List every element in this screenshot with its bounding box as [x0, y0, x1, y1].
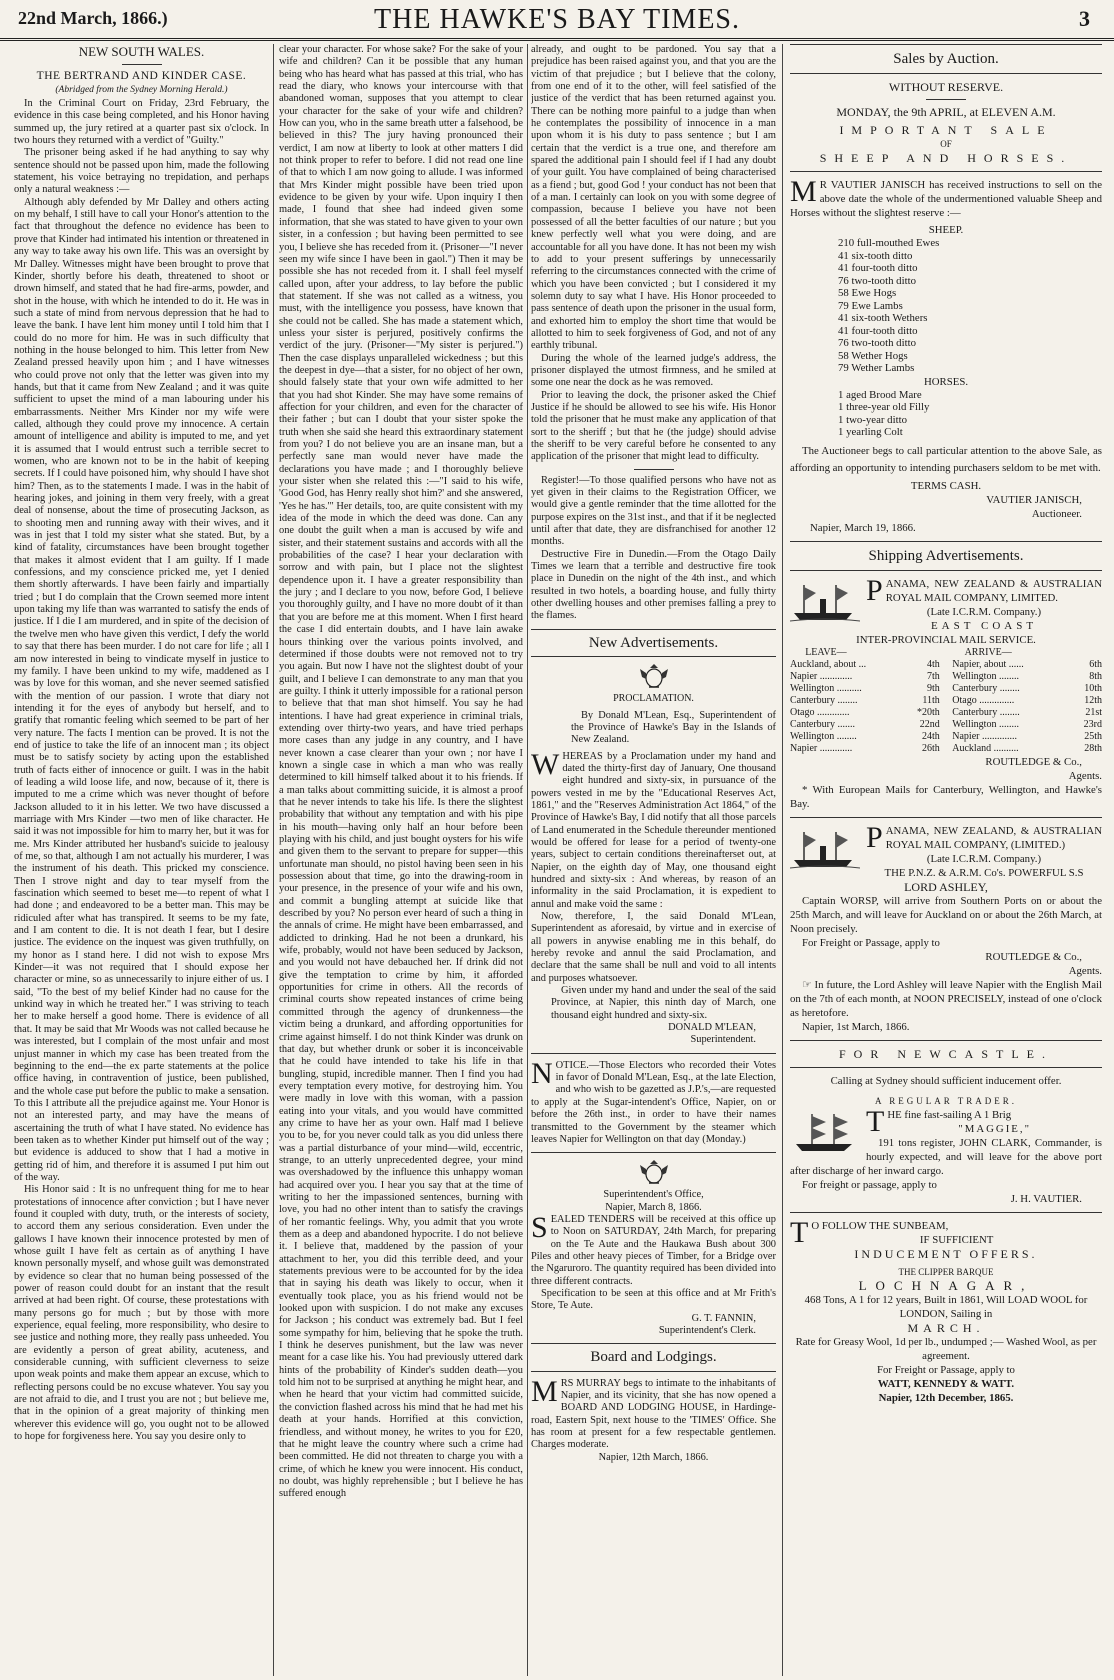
list-item: 1 aged Brood Mare [838, 388, 922, 401]
article-source: (Abridged from the Sydney Morning Herald.) [55, 84, 228, 95]
napier-december: Napier, 12th December, 1865. [878, 1391, 1014, 1404]
routledge-agent: ROUTLEDGE & Co., [985, 950, 1082, 963]
late-icrm: (Late I.C.R.M. Company.) [926, 852, 1042, 865]
list-item: 76 two-tooth ditto [838, 337, 916, 349]
board-date: Napier, 12th March, 1866. [598, 1451, 709, 1463]
new-advertisements-title: New Advertisements. [588, 634, 719, 651]
table-row [952, 707, 1102, 719]
lord-ashley-future [790, 978, 1102, 1020]
timetable-leave [790, 647, 940, 755]
tenders-role: Superintendent's Clerk. [658, 1324, 756, 1336]
article-paragraph: already, and ought to be pardoned. You say that a prejudice has been raised against you, and that you are the victim of that prejudice ; but I believe that the colony, from one end of it to the other, will feel satisfied of the justice of the verdict that has been returned against you. There can be nothing more painful to a judge than when he contemplates the possibility of innocence in a man upon whom it is his duty to pass sentence ; but I am certain that the verdict is a true one, and therefore am spared the additional pain I should feel if I had any doubt of your guilt. You have complained of being characterised as a fiend ; but, good God ! your conduct has not been that of a man. I certainly can look on you with some degree of compassion, because I believe you have not been possessed of all the better faculties of our nature ; but you knew perfectly well what you were doing, and are accountable for all you have done. It has not been my wish to add to your present sufferings by unnecessarily referring to the circumstances connected with the crime of which you have been convicted ; but I considered it my solemn duty to say what I have. His Honor proceeded to pass sentence of death upon the prisoner in the usual form, and exhorted him to employ the short time that would be allotted to him to seek forgiveness of God, and not of any earthly tribunal. [531, 44, 776, 352]
new-advertisements-header [531, 629, 776, 657]
divider [790, 1040, 1102, 1041]
divider [531, 1152, 776, 1153]
day: 8th [1089, 670, 1102, 682]
table-row [790, 671, 940, 683]
leave-header: LEAVE— [805, 646, 847, 658]
port: Auckland, about ... [790, 658, 867, 670]
column-rule [273, 44, 274, 1676]
inducement-offers: INDUCEMENT OFFERS. [854, 1246, 1038, 1261]
list-item: 41 four-tooth ditto [838, 324, 918, 337]
list-item: 79 Ewe Lambs [838, 299, 903, 312]
port: Auckland .......... [952, 742, 1019, 754]
lord-ashley-body: Captain WORSP, will arrive from Southern Ports on or about the 25th March, and will leave for Auckland on or about the 26th March, at Noon precisely. [790, 894, 1102, 935]
drop-cap: W [531, 747, 560, 781]
napier-date: Napier, 1st March, 1866. [802, 1020, 910, 1033]
clipper-barque: THE CLIPPER BARQUE [898, 1266, 994, 1277]
proclamation-given: Given under my hand and under the seal of the said Province, at Napier, this ninth day of March, one thousand eight hundred and sixty-six. [551, 985, 776, 1021]
port: Napier ............. [790, 670, 853, 682]
table-row [790, 707, 940, 719]
maggie-intro-text: HE fine fast-sailing A 1 Brig [887, 1108, 1012, 1121]
column-1 [14, 44, 269, 1674]
east-coast: EAST COAST [930, 619, 1038, 632]
drop-cap: T [790, 1215, 809, 1249]
masthead [0, 0, 1114, 41]
article-paragraph: clear your character. For whose sake? For the sake of your wife and children? Can it be possible that any human being who has heard what has passed at this trial, who has read the diary, who knows your intercourse with that abandoned woman, supposes that you attempt to clear your character for the sake of your wife and children? How can you, who in the same breath utter a falsehood, be believed in this? The jury having pronounced their verdict, I am now at liberty to look at other matters I did not think proper to refer to before. I did not read one line of that to which I am now going to allude. I was informed that Mrs Kinder might possible have been tried upon evidence to be given by your wife. Upon inquiry I then made, I found that shee had indeed given some information, that she was stated to have given to your own sister, in a confession ; but having been permitted to see you, I believe she has receded from it. (Prisoner—"I never seen my wife since I have been in gaol.") Then it may be possible she has not receded from it. I shall feel myself called upon, after your address, to lay before the public that statement. If she was not called as a witness, you must, with the intelligence you possess, have known that she could not be called. She has made a statement which, unless your sister is perjured, positively confirms the verdict of the jury. (Prisoner—"My sister is perjured.") Then the case displays unparalleled wickedness ; but this the deepest in dye—that a sister, for no object of her own, should falsely state that your own wife admitted to her that you had shot Kinder. She may have some remains of affection for your children, and even for the character of their father ; but can I doubt that your sister spoke the truth when she said she heard this extraordinary statement from you? I do not believe you are an insane man, but a perfectly sane man would never have made the declarations you have made ; and I thoroughly believe your sister when she related this :—"I said to his wife, 'Good God, has Henry really shot him?' and she answered, 'Yes he has.'" Her details, too, are quite consistent with my idea of the mode in which the deed was done. Can any one doubt the guilt when a man is accused by wife and sister, and their statement sustains and accords with all the probabilities of the case? I hear your declaration with sorrow and with pain, but I place not the slightest dependence upon it. I have a greater responsibility than the jury ; and I declare to you now, before God, I believe you thoroughly guilty, and I have no more doubt of it than that you are before me at this moment. When I first heard the case I did entertain doubts, and I have lain awake hours thinking over the various points involved, and determined if those doubts were not removed not to try you again. But now I have not the slightest doubt of your guilt, and I believe I can demonstrate to any man that you are guilty. I think it utterly impossible for a rational person to believe that that man shot himself. You say he had intentions. I have had great experience in criminal trials, extending over thirty-two years, and have tried perhaps more cases than any judge in any country, and I have never known a case clearer than your own ; nor have I known a single case in which a man who was really determined to kill himself talked about it to his friends. If a man talks about committing suicide, it is almost a proof that he never intends to take his life. Is there the slightest probability that without any temptation and with his pipe in his mouth—having only half an hour before been playing with his child, and just bought oysters for his wife and given them to the servant to prepare for supper—this unfortunate man should, no pistol having been seen in his possession about that time, go into the drawing-room in your presence, in the presence of your wife and his own, and commit a bungling attempt at suicide like that described by you? No person ever heard of such a thing in the annals of crime. He might have been embarrassed, and addicted to drinking. Had he not been a drunkard, his wife, probably, would not have been seduced by Jackson, and you would not have debauched her. If drink did not give the temptation to crime by him, it afforded opportunities for crime in others. All the records of criminal courts show repeated instances of crime being committed through the agency of drunkenness—the victim being a drunkard, and affording opportunities for crime against himself. I do not think Kinder was drunk on that day, but whether drunk or sober it is inconceivable that he could have intended to take his life in that bungling, stupid, incredible manner. Then I find you had every temptation every motive, for destroying him. You were madly in love with this woman, with a passion eating into your vitals, and you would have committed any crime to have her as your own. Half mad I believe you to be, for you never could talk as you did unless there was a partial disturbance of your mind—wild, eccentric, strange, to an utterly unprecedented degree, your mind was overshadowed by the influence this unhappy woman had acquired over you. I hear you say that at the time of writing to her the impassioned sentences, burning with love, you had no other intent than to satisfy the cravings of her romantic feelings. Why, you admit that you wrote them as a deep and abandoned hypocrite. I do not believe it. I believe that, maddened by the passion of your attachment to her, you did this terrible deed, and your statements previous were to be accounted for by the idea that in saying his death was likely to occur, when it eventually took place, you as his friend would not be looked upon with suspicion. I do not make any excuses for Jackson ; his conduct was extremely bad. But I feel some sympathy for him, believing that he spoke the truth. I think he deserves punishment, but the law was never meant for a case like his. You had previously uttered dark hints of the probability of Kinder's sudden death—you told him not to be surprised at anything he might hear, and when he heard that your victim had committed suicide, the conviction flashed across his mind that he had met his death at your hands. Horrified at this conviction, friendless, and without money, he writes to you for £20, that he might leave the country where such a crime had been committed. He did not threaten to charge you with a crime, of which he knew you were innocent. His conduct, no doubt, was highly reprehensible ; but I believe he has suffered enough [279, 44, 523, 1500]
port: Wellington .......... [790, 682, 862, 694]
divider [790, 817, 1102, 818]
divider [634, 469, 674, 470]
drop-cap: P [866, 820, 883, 854]
proclamation-body [531, 747, 776, 911]
port: Napier, about ...... [952, 658, 1024, 670]
register-notice: Register!—To those qualified persons who have not as yet given in their claims to the Registration Officer, we would give a gentle reminder that the time allotted for the purpose expires on the 31st inst., and that if it be neglected until after that date, they are disfranchised for another 12 months. [531, 474, 776, 548]
column-2 [279, 44, 523, 1674]
freight-apply: For freight or passage, apply to [802, 1178, 937, 1191]
port: Canterbury ........ [952, 682, 1020, 694]
article-paragraph: Prior to leaving the dock, the prisoner asked the Chief Justice if he should be allowed to see his wife. His Honor told the prisoner that he must make any application of that sort to the sheriff ; but that he (the judge) should advise the sheriff to be very careful before he consented to any application of the prisoner that might lead to difficulty. [531, 389, 776, 463]
article-paragraph: During the whole of the learned judge's address, the prisoner displayed the utmost firmness, and he smiled at some one near the dock as he was removed. [531, 352, 776, 389]
panama-company-2-text: ANAMA, NEW ZEALAND, & AUSTRALIAN ROYAL MAIL COMPANY, (LIMITED.) [885, 824, 1102, 851]
table-row [952, 743, 1102, 755]
page-number: 3 [1079, 6, 1090, 31]
day: 10th [1084, 682, 1102, 694]
proclamation-role: Superintendent. [690, 1034, 756, 1046]
sheep-heading: SHEEP. [928, 224, 964, 236]
inter-provincial: INTER-PROVINCIAL MAIL SERVICE. [856, 633, 1036, 646]
section-heading: NEW SOUTH WALES. [78, 44, 205, 59]
table-row [952, 671, 1102, 683]
timetable-arrive [952, 647, 1102, 755]
table-row [790, 743, 940, 755]
auction-date-time: MONDAY, the 9th APRIL, at ELEVEN A.M. [836, 105, 1056, 119]
electors-notice [531, 1056, 776, 1146]
without-reserve: WITHOUT RESERVE. [888, 80, 1004, 94]
column-4 [790, 44, 1102, 1674]
port: Canterbury ........ [790, 694, 858, 706]
watt-kennedy: WATT, KENNEDY & WATT. [877, 1377, 1015, 1390]
auction-intro [790, 175, 1102, 220]
day: 28th [1084, 742, 1102, 754]
port: Wellington ........ [790, 730, 857, 742]
port: Napier ............. [790, 742, 853, 754]
port: Canterbury ........ [952, 706, 1020, 718]
electors-notice-text: OTICE.—Those Electors who recorded their Votes in favor of Donald M'Lean, Esq., at the late Election, and who wish to be gazetted as J.P.'s,—are requested to apply at the Sugar-intendent's Office, Napier, on or before the 26th inst., in order to have their names transmitted to the Government by the steamer which leaves Napier for Wellington on that day (Monday.) [531, 1059, 776, 1145]
sheep-list [790, 237, 1102, 375]
table-row [952, 683, 1102, 695]
day: 9th [926, 682, 940, 694]
port: Wellington ........ [952, 718, 1019, 730]
auctioneer-role: Auctioneer. [1031, 507, 1082, 520]
list-item: 41 six-tooth Wethers [838, 312, 928, 324]
royal-crest-icon [637, 663, 671, 691]
list-item: 1 three-year old Filly [838, 401, 930, 413]
day: 22nd [919, 718, 940, 730]
proclamation-title: PROCLAMATION. [613, 693, 694, 705]
port: Otago ............. [790, 706, 850, 718]
list-item: 41 six-tooth ditto [838, 249, 913, 262]
table-row [790, 695, 940, 707]
issue-date: 22nd March, 1866.) [18, 8, 168, 28]
terms-cash: TERMS CASH. [910, 479, 982, 492]
tenders-body-text: EALED TENDERS will be received at this office up to Noon on SATURDAY, 24th March, for preparing on the Te Aute and the Haukawa Bush about 300 Piles and other heavy pieces of Timber, for a Bridge over the Ngaruroro. The quantity required has been divided into three different contracts. [531, 1213, 776, 1287]
column-rule [782, 44, 783, 1676]
day: 26th [921, 742, 940, 754]
table-row [952, 719, 1102, 731]
for-newcastle: FOR NEWCASTLE. [839, 1046, 1053, 1061]
lord-ashley: LORD ASHLEY, [904, 879, 988, 894]
divider [790, 1067, 1102, 1068]
board-body-text: RS MURRAY begs to intimate to the inhabitants of Napier, and its vicinity, that she has now opened a BOARD AND LODGING HOUSE, in Hardinge-road, Eastern Spit, next house to the 'TIMES' Office. She has room at present for a few respectable gentlemen. Charges moderate. [531, 1377, 776, 1451]
day: 4th [926, 658, 940, 670]
fire-notice: Destructive Fire in Dunedin.—From the Otago Daily Times we learn that a terrible and destructive fire took place in Dunedin on the night of the 4th inst., and which resulted in two hotels, a boarding house, and fully thirty other dwelling houses and other premises falling a prey to the flames. [531, 548, 776, 622]
auction-date: Napier, March 19, 1866. [810, 521, 916, 534]
regular-trader: A REGULAR TRADER. [874, 1095, 1018, 1106]
march-label: MARCH. [907, 1320, 985, 1335]
drop-cap: T [866, 1104, 885, 1138]
day: 7th [926, 670, 940, 682]
drop-cap: M [531, 1374, 558, 1408]
late-icrm: (Late I.C.R.M. Company.) [926, 605, 1042, 618]
freight-apply: For Freight or Passage, apply to [802, 936, 940, 949]
table-row [790, 683, 940, 695]
sales-auction-title: Sales by Auction. [893, 51, 999, 67]
drop-cap: M [790, 175, 817, 208]
column-rule [527, 44, 528, 1676]
royal-crest-icon [637, 1159, 671, 1187]
day: 25th [1084, 730, 1102, 742]
table-row [952, 695, 1102, 707]
vautier-signature: J. H. VAUTIER. [1010, 1192, 1082, 1205]
divider [122, 64, 162, 65]
horses-heading: HORSES. [923, 375, 969, 388]
divider [926, 99, 966, 100]
port: Wellington ........ [952, 670, 1019, 682]
sailing-brig-icon [790, 1110, 860, 1154]
tenders-date: Napier, March 8, 1866. [605, 1201, 702, 1213]
day: 21st [1085, 706, 1102, 718]
auction-intro-text: R VAUTIER JANISCH has received instructions to sell on the above date the whole of the undermentioned valuable Sheep and Horses without the slightest reserve :— [790, 179, 1102, 219]
horses-list [790, 389, 1102, 439]
of-label: OF [940, 139, 952, 149]
port: Otago .............. [952, 694, 1015, 706]
pnz-powerful: THE P.N.Z. & A.R.M. Co's. POWERFUL S.S [884, 866, 1084, 879]
board-lodgings-title: Board and Lodgings. [590, 1349, 717, 1366]
pointing-hand-icon: ☞ [802, 978, 815, 991]
wool-rate: Rate for Greasy Wool, 1d per lb., undumped ;— Washed Wool, as per agreement. [795, 1335, 1097, 1362]
tenders-office: Superintendent's Office, [603, 1189, 704, 1201]
board-body [531, 1374, 776, 1452]
european-mails-note: * With European Mails for Canterbury, Wellington, and Hawke's Bay. [790, 783, 1102, 810]
day: 11th [922, 694, 940, 706]
list-item: 210 full-mouthed Ewes [838, 237, 940, 249]
if-sufficient: IF SUFFICIENT [919, 1233, 994, 1246]
steamship-icon [790, 579, 860, 623]
maggie-body: 191 tons register, JOHN CLARK, Commander, is hourly expected, and will leave for the above port after discharge of her inward cargo. [790, 1136, 1102, 1177]
shipping-header [790, 541, 1102, 571]
divider [531, 1053, 776, 1054]
lord-ashley-future-text: In future, the Lord Ashley will leave Napier with the English Mail on the 7th of each month, at NOON PRECISELY, instead of one o'clock as heretofore. [790, 978, 1102, 1019]
lochnagar-body: 468 Tons, A 1 for 12 years, Built in 1861, Will LOAD WOOL for LONDON, Sailing in [804, 1293, 1088, 1320]
arrive-header: ARRIVE— [964, 646, 1012, 658]
column-3 [531, 44, 776, 1674]
article-headline: THE BERTRAND AND KINDER CASE. [36, 70, 247, 83]
tenders-signature: G. T. FANNIN, [691, 1312, 756, 1324]
auction-note: The Auctioneer begs to call particular attention to the above Sale, as affording an opportunity to intending purchasers seldom to be met with. [790, 444, 1102, 474]
proclamation-body-2: Now, therefore, I, the said Donald M'Lean, Superintendent as aforesaid, by virtue and in exercise of all powers in anywise enabling me in this behalf, do hereby revoke and annul the said Proclamation, and declare that the same shall be null and void to all intents and purposes whatsoever. [531, 911, 776, 984]
day: *20th [916, 706, 940, 718]
day: 12th [1084, 694, 1102, 706]
divider [790, 171, 1102, 172]
article-paragraph: His Honor said : It is no unfrequent thing for me to hear protestations of innocence after conviction ; but I have never found it coupled with duty, truth, or the interests of society, to accord them any serious consideration. Even under the gallows I have known their innocence protested by men of whose guilt I have felt as certain as of anything I have known personally myself, and whose guilt was demonstrated by evidence so clear that no human being possessed of the power of reason could doubt for an instant that the result arrived at had been right. Of course, these protestations with many persons go for much ; but by those with more experience, equal feeling, more responsibility, who desire to see justice and nothing more, they really pass unheeded. You are evidently a person of great ability, acuteness, and considerable cunning, with sufficient cleverness to seize upon weak points and make them appear an excuse, which to reflecting persons could be no excuse whatever. You say you are not afraid to die, and I trust you are not ; but believe me, that in the opinion of a great majority of thinking men wherever this evidence will go, you ought not to be allowed to hope for forgiveness here. You say you desire only to [14, 1184, 269, 1443]
proclamation-signature: DONALD M'LEAN, [668, 1022, 756, 1034]
tenders-body [531, 1210, 776, 1288]
sales-auction-header [790, 44, 1102, 74]
table-row [952, 659, 1102, 671]
table-row [790, 731, 940, 743]
drop-cap: P [866, 573, 883, 607]
port: Canterbury ....... [790, 718, 855, 730]
panama-company-1-text: ANAMA, NEW ZEALAND & AUSTRALIAN ROYAL MAIL COMPANY, LIMITED. [885, 577, 1102, 604]
list-item: 76 two-tooth ditto [838, 274, 916, 287]
day: 23rd [1083, 718, 1102, 730]
day: 6th [1089, 658, 1102, 670]
timetable [790, 647, 1102, 755]
list-item: 58 Ewe Hogs [838, 287, 897, 299]
list-item: 58 Wether Hogs [838, 349, 908, 362]
drop-cap: N [531, 1056, 553, 1090]
steamship-icon [790, 826, 860, 870]
agents-label: Agents. [1068, 769, 1102, 782]
lochnagar-name: LOCHNAGAR, [858, 1277, 1034, 1293]
table-row [790, 719, 940, 731]
board-lodgings-header [531, 1343, 776, 1371]
list-item: 1 two-year ditto [838, 413, 907, 426]
divider [790, 1212, 1102, 1213]
proclamation-body-text: HEREAS by a Proclamation under my hand and dated the thirty-first day of January, One thousand eight hundred and sixty-six, in pursuance of the powers vested in me by the "Educational Reserves Act, 1861," and the "Reserves Administration Act 1864," of the Province of Hawke's Bay, I did notify that all those parcels of Land enumerated in the Schedule thereunder mentioned would be offered for lease for a period of twenty-one years, subject to certain conditions thereinafterset out, at Napier, on the eighth day of May, one thousand eight hundred and sixty-six : And whereas, by reason of an informality in the said Proclamation, it is expedient to annul and make void the same : [531, 750, 776, 910]
newspaper-title: THE HAWKE'S BAY TIMES. [374, 4, 740, 35]
article-paragraph: Although ably defended by Mr Dalley and others acting on my behalf, I still have to call your Honor's attention to the fact that throughout the defence no evidence has been to prove that Kinder had intimated his intention or threatened in any way to take away his own life. This was an oversight by Mr Dalley. Witnesses might have been brought to prove that Kinder, shortly before his death, threatened to shoot or drown himself, and stated that he had fire-arms, powder, and shot in the house, with which he intended to do it. He was in such a state of mind from nervous depression that he had to leave the bank. I have lent him money until I told him that I could do no more for him. He was in such difficulty that nothing in the house belonged to him. This letter from New Zealand pressed heavily upon him ; and I have witnesses who could prove not only that the letter was given into my hands, but that it came from New Zealand ; and it was quite sufficient to upset the mind of a man labouring under his embarrassments. Neither Mrs Kinder nor my wife were called, although they could prove my innocence. A certain amount of intelligence and ability is imputed to me, and yet it is assumed that I would entrust such a terrible secret to women, who are known not to be in the habit of keeping secrets. If I could have poisoned him, why should I have shot him? Then, as to the statements I made. I was in the habit of hearing jokes, and joining in them very freely, with a great deal of nonsense, about the time of prosecuting Jackson, as to shooting men and running away with their wives, and it was in jest that I told my sister what she stated. But, by a kind of fatality, circumstances have been brought together that makes it almost evident that I am guilty. If I made confessions, and my conscience pricked me, yet I denied them shortly afterwards. I have been fairly and impartially tried ; but I do complain that the Crown seemed more intent upon taking my life than was warranted to satisfy the ends of justice. If I die I am murdered, and in spite of the decision of the twelve men who have given this verdict, I defy the world to say that there has been murder. I do not care for life ; all I am now interested in being to vindicate myself in justice to my family. I have been unkind to my wife, maddened as I was by love for this woman, and she never seemed satisfied with the mention of our passion. I wrote that diary not intending it for the eyes of anybody but herself, and to gratify that romantic feeling which seemed to be part of her very nature. The facts I mention can be proved. It is not the end of justice to take the life of an innocent man ; its object must be to satisfy society by acting upon the established truth of facts either of innocence or guilt. I was in the habit of leading a wild loose life, and now, because of it, there is imputed to me a crime which was never thought of before Jackson alluded to it in his letter. We two have discussed a marriage with Mrs Kinder —two men of like character. He said it was not impossible for him to marry her, but it was for me. Mrs Kinder attributed her husband's suicide to jealousy of me, so that, although I am not actually his murderer, I was the instrument of his death. This pricked my conscience. Then I strove night and day to tear myself from the fascination which seemed to beset me—to repent of what I had done ; and endeavored to be a better man. This may be ridiculed after what has transpired. It seems to be my fate, and I am content to die. It is not death I fear, but I desire justice. The evidence on the inquest was given truthfully, on my honor as I stand here. I did not wish to expose Mrs Kinder—it was not required that I should expose her character or mine, so as unnecessarily to injure either of us. I said, "To the best of my belief Kinder had no cause for the unkind way in which he treated her." I was striving to teach her to make herself a good home. There is evidence of all that. It may be said that Mr Woods was not called because he was interested, but I complain of the most unfair and most unjust manner in which my case has been treated from the beginning to the end—the ex parte statements at the police office having, in contravention of justice, been published, and the whole case put before the public to make a sensation. To this I attribute all the prejudice against me. Your Honor is not an interested party, and may have the means of ascertaining the truth of what I have stated. No evidence has been taken as to whether Kinder put himself out of the way ; but evidence is adduced to show that I had a motive in getting rid of him, and therefore it is assumed I put him out of the way. [14, 196, 269, 1183]
sheep-and-horses: SHEEP AND HORSES. [819, 151, 1073, 165]
list-item: 79 Wether Lambs [838, 362, 915, 374]
drop-cap: S [531, 1210, 548, 1244]
list-item: 41 four-tooth ditto [838, 262, 918, 274]
important-sale: IMPORTANT SALE [839, 123, 1053, 137]
auctioneer-name: VAUTIER JANISCH, [986, 493, 1082, 506]
calling-sydney: Calling at Sydney should sufficient inducement offer. [830, 1074, 1062, 1087]
maggie-name: "MAGGIE," [958, 1122, 1032, 1135]
day: 24th [921, 730, 940, 742]
sunbeam-text: O FOLLOW THE SUNBEAM, [811, 1219, 949, 1232]
agents-label: Agents. [1068, 964, 1102, 977]
article-paragraph: The prisoner being asked if he had anything to say why sentence should not be passed upon him, made the following statement, his voice betraying no trepidation, and perhaps only a natural weakness :— [14, 147, 269, 196]
freight-apply: For Freight or Passage, apply to [877, 1363, 1015, 1376]
table-row [790, 659, 940, 671]
shipping-title: Shipping Advertisements. [868, 547, 1024, 564]
proclamation-by: By Donald M'Lean, Esq., Superintendent of the Province of Hawke's Bay in the Islands of New Zealand. [571, 709, 776, 746]
article-paragraph: In the Criminal Court on Friday, 23rd February, the evidence in this case being completed, and his Honor having summed up, the jury retired at a quarter past six o'clock. In two hours they returned with a verdict of "Guilty." [14, 98, 269, 147]
list-item: 1 yearling Colt [838, 426, 903, 438]
port: Napier .............. [952, 730, 1017, 742]
routledge-agent: ROUTLEDGE & Co., [985, 755, 1082, 768]
tenders-spec: Specification to be seen at this office and at Mr Frith's Store, Te Aute. [531, 1287, 776, 1312]
table-row [952, 731, 1102, 743]
